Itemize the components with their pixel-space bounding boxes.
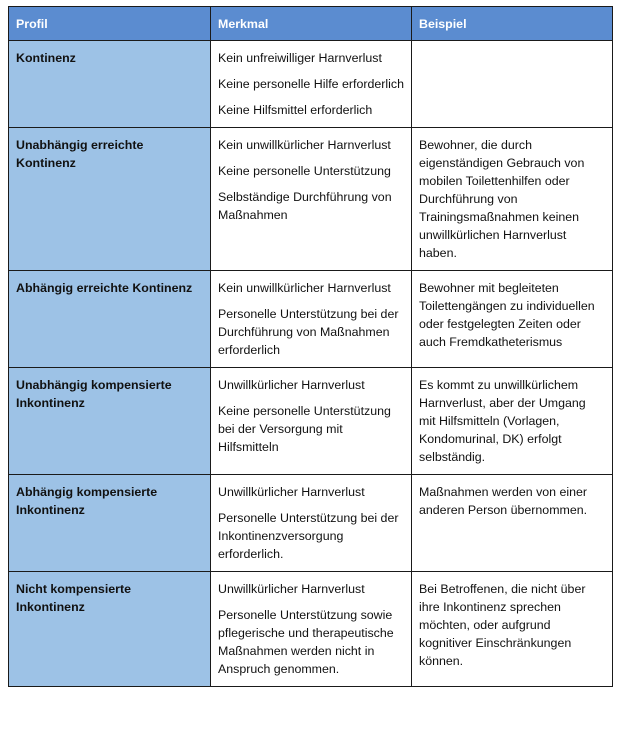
merkmal-item: Selbständige Durchführung von Maßnahmen bbox=[218, 190, 392, 222]
merkmal-cell bbox=[211, 271, 412, 368]
merkmal-item: Unwillkürlicher Harnverlust bbox=[218, 582, 365, 596]
merkmal-item: Unwillkürlicher Harnverlust bbox=[218, 485, 365, 499]
profil-cell: Abhängig erreichte Kontinenz bbox=[9, 271, 211, 368]
profil-cell: Unabhängig erreichte Kontinenz bbox=[9, 128, 211, 271]
table-row bbox=[9, 572, 613, 687]
table-row bbox=[9, 271, 613, 368]
merkmal-item: Kein unwillkürlicher Harnverlust bbox=[218, 138, 391, 152]
merkmal-item: Personelle Unterstützung bei der Inkontinenzversorgung erforderlich. bbox=[218, 511, 399, 561]
beispiel-cell: Maßnahmen werden von einer anderen Person übernommen. bbox=[412, 475, 613, 572]
table-header-row bbox=[9, 7, 613, 41]
merkmal-cell bbox=[211, 368, 412, 475]
merkmal-cell bbox=[211, 475, 412, 572]
profil-cell: Abhängig kompensierte Inkontinenz bbox=[9, 475, 211, 572]
profil-cell: Kontinenz bbox=[9, 41, 211, 128]
merkmal-cell bbox=[211, 41, 412, 128]
header-merkmal: Merkmal bbox=[211, 7, 412, 41]
merkmal-cell bbox=[211, 572, 412, 687]
table-body bbox=[9, 41, 613, 687]
merkmal-item: Keine Hilfsmittel erforderlich bbox=[218, 103, 373, 117]
table-row bbox=[9, 475, 613, 572]
merkmal-item: Kein unfreiwilliger Harnverlust bbox=[218, 51, 382, 65]
merkmal-item: Keine personelle Unterstützung bei der Versorgung mit Hilfsmitteln bbox=[218, 404, 391, 454]
table-row bbox=[9, 368, 613, 475]
profil-cell: Unabhängig kompensierte Inkontinenz bbox=[9, 368, 211, 475]
merkmal-item: Unwillkürlicher Harnverlust bbox=[218, 378, 365, 392]
beispiel-cell: Bewohner mit begleiteten Toilettengängen zu individuellen oder festgelegten Zeiten oder auch Fremdkatheterismus bbox=[412, 271, 613, 368]
beispiel-cell bbox=[412, 41, 613, 128]
table-row bbox=[9, 128, 613, 271]
continence-profile-table bbox=[8, 6, 613, 687]
header-beispiel: Beispiel bbox=[412, 7, 613, 41]
merkmal-item: Keine personelle Unterstützung bbox=[218, 164, 391, 178]
beispiel-cell: Bei Betroffenen, die nicht über ihre Inkontinenz sprechen möchten, oder aufgrund kognitiver Einschränkungen können. bbox=[412, 572, 613, 687]
profil-cell: Nicht kompensierte Inkontinenz bbox=[9, 572, 211, 687]
merkmal-item: Keine personelle Hilfe erforderlich bbox=[218, 77, 404, 91]
header-profil: Profil bbox=[9, 7, 211, 41]
merkmal-item: Personelle Unterstützung sowie pflegerische und therapeutische Maßnahmen werden nicht in Anspruch genommen. bbox=[218, 608, 394, 676]
merkmal-item: Kein unwillkürlicher Harnverlust bbox=[218, 281, 391, 295]
beispiel-cell: Es kommt zu unwillkürlichem Harnverlust, aber der Umgang mit Hilfsmitteln (Vorlagen, Kondomurinal, DK) erfolgt selbständig. bbox=[412, 368, 613, 475]
beispiel-cell: Bewohner, die durch eigenständigen Gebrauch von mobilen Toilettenhilfen oder Durchführung von Trainingsmaßnahmen keinen unwillkürlichen Harnverlust haben. bbox=[412, 128, 613, 271]
merkmal-item: Personelle Unterstützung bei der Durchführung von Maßnahmen erforderlich bbox=[218, 307, 399, 357]
table-row bbox=[9, 41, 613, 128]
merkmal-cell bbox=[211, 128, 412, 271]
